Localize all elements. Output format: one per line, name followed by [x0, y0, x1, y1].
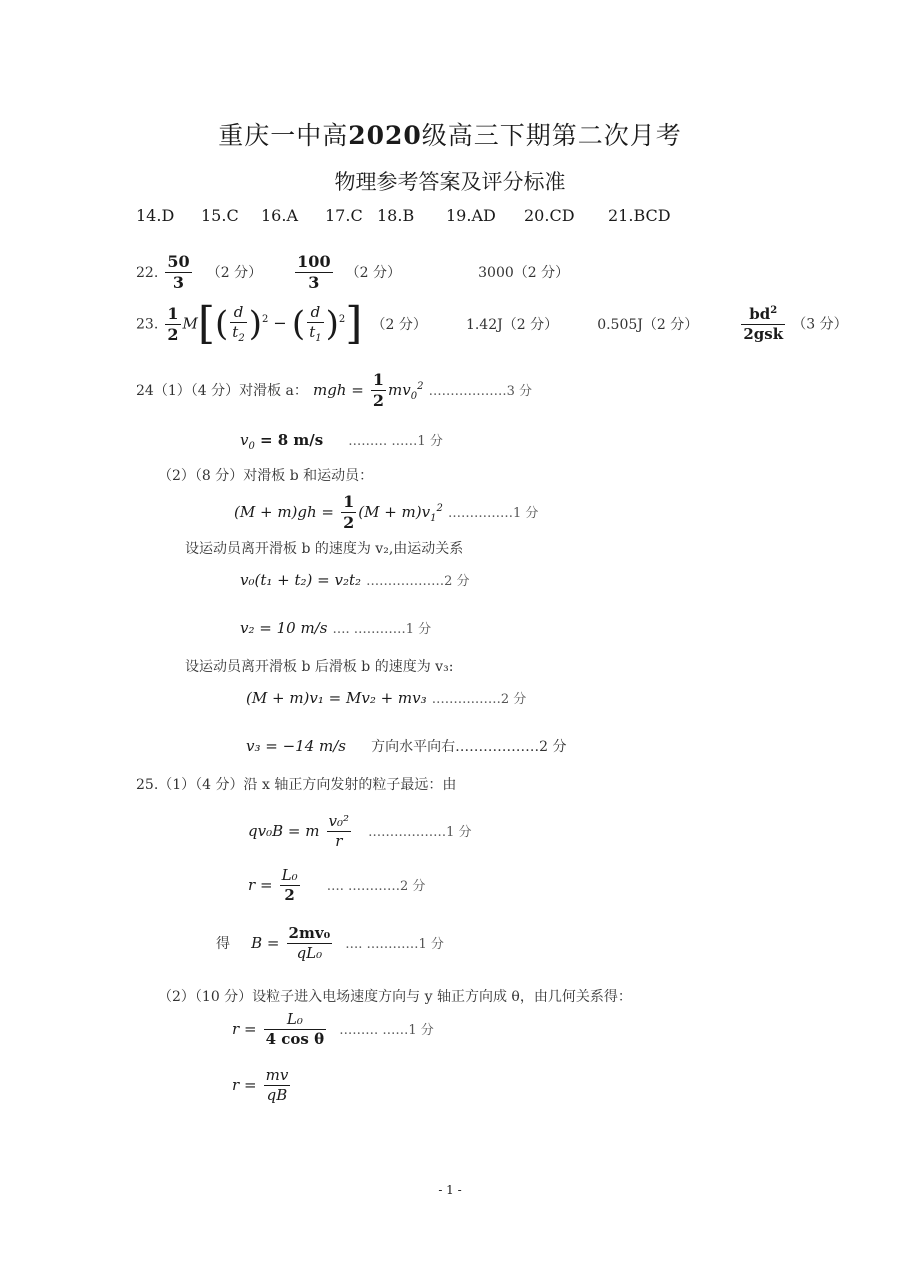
- q22-number: 22.: [136, 265, 159, 281]
- q22-score1: （2 分）: [206, 265, 263, 281]
- q23-mass-symbol: M: [182, 314, 198, 333]
- q24-part1-label: 24（1）（4 分）对滑板 a：: [136, 383, 308, 399]
- q24-eq3: v₀(t₁ + t₂) = v₂t₂: [240, 571, 362, 589]
- mc-answer: 15.C: [201, 206, 239, 225]
- q25-eq3-score: …. …………1 分: [345, 936, 444, 952]
- q24-result1-value: = 8 m/s: [259, 431, 324, 449]
- q23-number: 23.: [136, 316, 159, 333]
- q24-part1-line: 24（1）（4 分）对滑板 a： mgh = $\frac{1}{2}$ $mv_0^2$ ………………3 分: [136, 370, 532, 410]
- q24-eq1-score: ………………3 分: [428, 384, 532, 399]
- q24-eq2-score: ……………1 分: [447, 506, 539, 521]
- q24-eq1-half: $\frac{1}{2}$: [372, 370, 385, 410]
- q25-eq1-fraction: $\frac{\text{v₀²}}{r}$: [328, 812, 350, 850]
- q23-left-bracket: [: [197, 298, 216, 349]
- q24-part2-label: （2）（8 分）对滑板 b 和运动员：: [158, 468, 374, 484]
- q24-eq1-lhs: mgh =: [312, 381, 364, 399]
- q25-eq2-fraction: $\frac{\text{L₀}}{2}$: [281, 866, 298, 904]
- mc-answer: 16.A: [261, 206, 298, 225]
- q22-answer1-fraction: $\frac{50}{3}$: [167, 252, 190, 292]
- q23-fraction-d-t1: $\frac{d}{t_1}$: [309, 302, 322, 344]
- q24-text2: 设运动员离开滑板 b 后滑板 b 的速度为 v₃:: [185, 659, 454, 675]
- q25-eq5-fraction: $\frac{mv}{qB}$: [265, 1066, 289, 1104]
- q23-answer2: 1.42J（2 分）: [465, 316, 559, 333]
- q23-line: 23. $\frac{1}{2}$ M[( $\frac{d}{t_2}$ )$^2$ − ( $\frac{d}{t_1}$ )$^2$] （2 分） 1.42J（2 分） 0.505J（2 分） $\frac{bd^2}{\text{2gsk}}$ （3 分）: [136, 298, 848, 349]
- q22-answer2-fraction: $\frac{100}{3}$: [297, 252, 331, 292]
- q25-part2-label: （2）（10 分）设粒子进入电场速度方向与 y 轴正方向成 θ，由几何关系得：: [158, 989, 632, 1005]
- q25-eq1-lhs: qv₀B = m: [248, 821, 320, 840]
- q25-eq3-prefix: 得: [216, 935, 230, 952]
- q24-eq3-line: [240, 570, 470, 589]
- q25-eq5-line: [232, 1066, 292, 1105]
- mc-answer: 14.D: [136, 206, 175, 225]
- q24-text1: 设运动员离开滑板 b 的速度为 v₂,由运动关系: [185, 541, 464, 557]
- q23-coef-fraction: $\frac{1}{2}$: [167, 303, 179, 344]
- page-title: 重庆一中高2020级高三下期第二次月考: [218, 121, 682, 150]
- q25-eq3-line: [216, 924, 444, 963]
- page-number: - 1 -: [438, 1183, 462, 1197]
- q24-eq2-lhs: (M + m)gh =: [234, 503, 334, 521]
- q25-eq5-lhs: r =: [232, 1075, 257, 1094]
- q25-eq3-lhs: B =: [251, 933, 280, 952]
- mc-answer: 21.BCD: [608, 206, 671, 225]
- q25-eq2-line: [248, 866, 425, 905]
- q25-eq1-line: [248, 812, 472, 851]
- q24-result1-line: $v_0 = 8$ m/s ……… ……1 分: [240, 431, 443, 452]
- q23-score1: （2 分）: [371, 316, 427, 333]
- q25-eq2-score: …. …………2 分: [326, 878, 426, 894]
- q24-result3-value: v₃ = −14 m/s: [246, 737, 346, 755]
- q24-result1-score: ……… ……1 分: [348, 434, 443, 449]
- mc-answer: 18.B: [377, 206, 415, 225]
- page-subtitle: 物理参考答案及评分标准: [334, 170, 566, 194]
- q24-result2-value: v₂ = 10 m/s: [240, 619, 328, 637]
- q23-answer3: 0.505J（2 分）: [597, 316, 699, 333]
- q23-right-bracket: ]: [345, 298, 363, 349]
- q22-answer3: 3000（2 分）: [478, 265, 570, 281]
- q24-result2-line: [240, 618, 431, 637]
- q22-line: [136, 252, 569, 293]
- q25-eq2-lhs: r =: [248, 875, 273, 894]
- q25-eq4-lhs: r =: [232, 1019, 257, 1038]
- q25-part1-label: 25.（1）（4 分）沿 x 轴正方向发射的粒子最远：由: [136, 777, 457, 793]
- q23-fraction-d-t2: $\frac{d}{t_2}$: [232, 302, 245, 344]
- q22-score2: （2 分）: [345, 265, 402, 281]
- q24-eq3-score: ………………2 分: [366, 574, 470, 589]
- mc-answer: 20.CD: [524, 206, 575, 225]
- q23-score4: （3 分）: [792, 316, 848, 333]
- mc-answer: 17.C: [325, 206, 363, 225]
- q24-eq4: (M + m)v₁ = Mv₂ + mv₃: [246, 689, 427, 707]
- q25-eq3-fraction: $\frac{\text{2mv₀}}{\text{qL₀}}$: [288, 924, 331, 962]
- q24-result3-line: [246, 736, 566, 756]
- q24-eq2-half: $\frac{1}{2}$: [343, 492, 355, 532]
- q25-eq4-score: ……… ……1 分: [339, 1022, 434, 1038]
- q25-eq1-score: ………………1 分: [368, 824, 472, 840]
- mc-answer: 19.AD: [446, 206, 496, 225]
- q24-result2-score: …. …………1 分: [332, 622, 432, 637]
- q24-eq4-score: ……….……2 分: [431, 692, 527, 707]
- q25-eq4-fraction: $\frac{\text{L₀}}{\text{4 cos θ}}$: [265, 1010, 325, 1048]
- q25-eq4-line: [232, 1010, 434, 1049]
- q24-eq2-line: (M + m)gh = $\frac{1}{2}$ $(M + m)v_1^2$ ……………1 分: [234, 492, 539, 532]
- q23-answer4-fraction: $\frac{bd^2}{\text{2gsk}}$: [743, 304, 784, 343]
- q24-result3-direction: 方向水平向右………………2 分: [371, 739, 567, 755]
- q24-eq4-line: [246, 688, 526, 707]
